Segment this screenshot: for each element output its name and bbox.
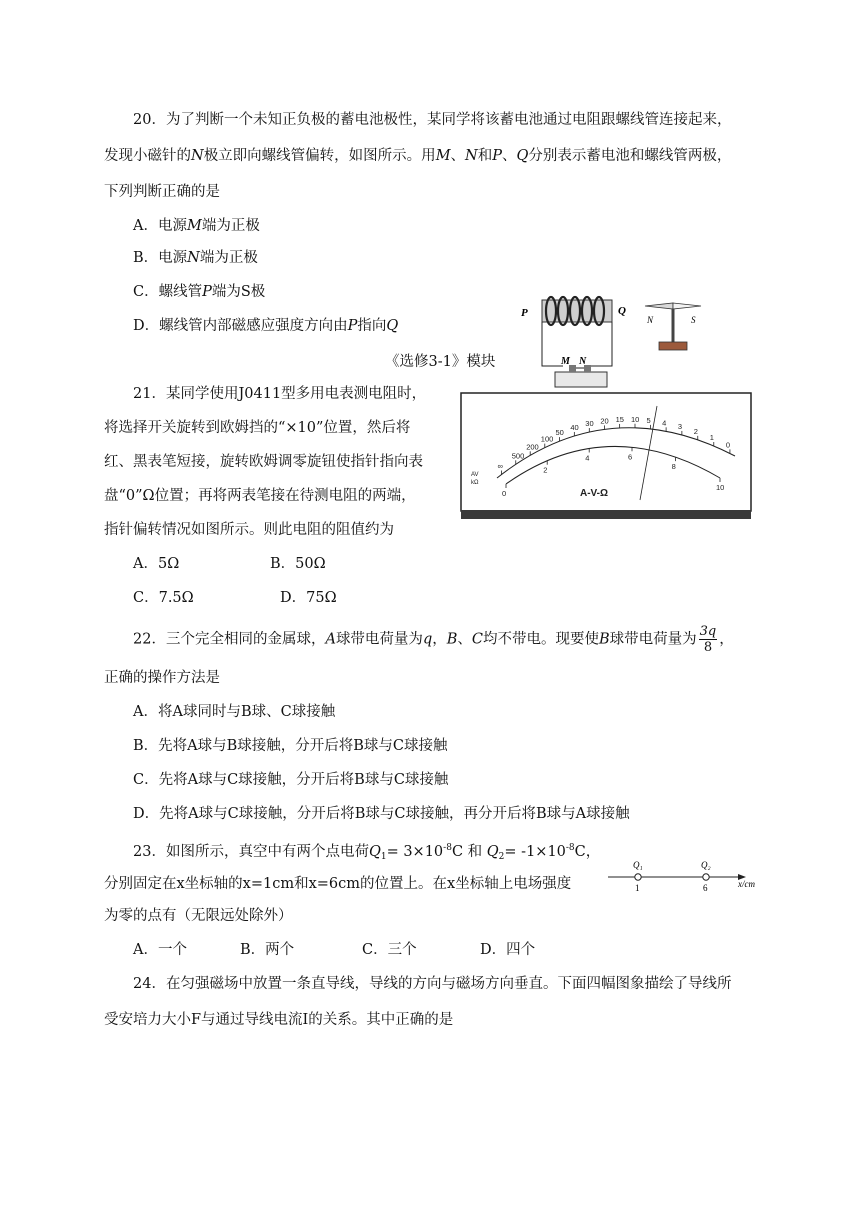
q20-option-b: B．电源N端为正极 — [133, 250, 258, 266]
v-scale-label: 10 — [716, 483, 725, 492]
fraction-3q-over-8: $\frac{3q}{8}$ — [699, 624, 717, 655]
ohm-scale-label: 500 — [511, 451, 525, 461]
ohm-scale-label: 30 — [585, 419, 594, 429]
axis-unit-label: x/cm — [738, 879, 755, 889]
ohm-scale-label: 50 — [555, 428, 564, 438]
q24-stem-line2: 受安培力大小F与通过导线电流I的关系。其中正确的是 — [104, 1012, 454, 1028]
axis-x1-label: 1 — [635, 883, 640, 893]
q23-stem-line1: 23．如图所示，真空中有两个点电荷$Q_1= 3\times 10^{-8}C$ 和 $Q_2= -1\times 10^{-8}C$， — [133, 843, 601, 862]
ohm-scale-label: 200 — [526, 442, 539, 452]
ohm-scale-label: 20 — [600, 416, 609, 426]
needle-south-half — [673, 303, 701, 309]
meter-left-label-k: kΩ — [471, 480, 479, 486]
v-scale-label: 4 — [585, 453, 590, 463]
q23-option-b: B．两个 — [240, 942, 295, 958]
needle-label-N: N — [647, 315, 654, 325]
q21-stem-line2: 将选择开关旋转到欧姆挡的“×10”位置，然后将 — [104, 420, 411, 436]
module-title: 《选修3-1》模块 — [385, 354, 496, 370]
ohm-scale-label: 0 — [725, 440, 731, 450]
ohm-scale-label: 40 — [570, 422, 579, 432]
label-Q: Q — [618, 305, 626, 317]
q24-stem-line1: 24．在匀强磁场中放置一条直导线，导线的方向与磁场方向垂直。下面四幅图象描绘了导线所 — [133, 976, 732, 992]
charge-axis-figure — [600, 854, 765, 896]
q22-stem-line2: 正确的操作方法是 — [104, 670, 220, 686]
q23-option-a: A．一个 — [133, 942, 187, 958]
q22-option-a: A．将A球同时与B球、C球接触 — [133, 704, 336, 720]
q21-stem-line3: 红、黑表笔短接，旋转欧姆调零旋钮使指针指向表 — [104, 454, 423, 470]
q20-stem-line2: 发现小磁针的N极立即向螺线管偏转，如图所示。用M、N和P、Q分别表示蓄电池和螺线管两极， — [104, 148, 732, 164]
q22-option-b: B．先将A球与B球接触，分开后将B球与C球接触 — [133, 738, 448, 754]
q21-stem-line5: 指针偏转情况如图所示。则此电阻的阻值约为 — [104, 522, 394, 538]
q20-stem-line3: 下列判断正确的是 — [104, 184, 220, 200]
ohm-scale-label: 1 — [709, 432, 714, 442]
charge-q2-marker — [703, 874, 709, 880]
label-N: N — [579, 356, 587, 367]
label-P: P — [521, 307, 528, 319]
ohm-scale-label: 10 — [630, 414, 640, 424]
q22-stem-line1: 22．三个完全相同的金属球，A球带电荷量为q，B、C均不带电。现要使B球带电荷量为 $\frac{3q}{8}$ ， — [133, 624, 734, 655]
q21-stem-line4: 盘“0”Ω位置；再将两表笔接在待测电阻的两端， — [104, 488, 416, 504]
needle-label-S: S — [691, 315, 696, 325]
q21-option-b: B．50Ω — [270, 556, 326, 572]
v-scale-label: 0 — [502, 489, 507, 498]
ohm-scale-label: 3 — [677, 421, 683, 431]
axis-q1-label: Q₁ — [633, 860, 643, 870]
q23-stem-line3: 为零的点有（无限远处除外） — [104, 908, 293, 924]
v-scale-label: 6 — [628, 452, 633, 462]
axis-q2-label: Q₂ — [701, 860, 711, 870]
q20-option-a: A．电源M端为正极 — [133, 218, 260, 234]
q20-option-d: D．螺线管内部磁感应强度方向由P指向Q — [133, 318, 399, 334]
q22-option-c: C．先将A球与C球接触，分开后将B球与C球接触 — [133, 772, 449, 788]
meter-left-label-av: AV — [471, 472, 479, 478]
needle-north-half — [645, 303, 673, 309]
multimeter-dial-figure — [460, 392, 752, 520]
q21-stem-line1: 21．某同学使用J0411型多用电表测电阻时， — [133, 386, 427, 402]
ohm-scale-label: 4 — [662, 418, 667, 428]
q23-option-c: C．三个 — [362, 942, 417, 958]
ohm-scale-label: 5 — [646, 415, 651, 425]
label-M: M — [561, 356, 570, 367]
solenoid-circuit-figure — [515, 288, 735, 392]
v-scale-label: 8 — [671, 462, 676, 472]
q22-option-d: D．先将A球与C球接触，分开后将B球与C球接触，再分开后将B球与A球接触 — [133, 806, 630, 822]
q20-stem-line1: 20．为了判断一个未知正负极的蓄电池极性，某同学将该蓄电池通过电阻跟螺线管连接起来， — [133, 112, 732, 128]
axis-x2-label: 6 — [703, 883, 708, 893]
q21-option-c: C．7.5Ω — [133, 590, 194, 606]
ohm-scale-label: ∞ — [497, 461, 503, 471]
q21-option-d: D．75Ω — [280, 590, 337, 606]
v-scale-label: 2 — [543, 465, 548, 475]
charge-q1-marker — [635, 874, 641, 880]
q23-option-d: D．四个 — [480, 942, 536, 958]
ohm-scale-label: 2 — [693, 426, 698, 436]
ohm-scale-label: 100 — [540, 434, 554, 444]
q20-option-c: C．螺线管P端为S极 — [133, 284, 266, 300]
q21-option-a: A．5Ω — [133, 556, 180, 572]
meter-label: A-V-Ω — [580, 488, 609, 499]
q23-stem-line2: 分别固定在x坐标轴的x=1cm和x=6cm的位置上。在x坐标轴上电场强度 — [104, 876, 572, 892]
ohm-scale-label: 15 — [615, 414, 624, 424]
